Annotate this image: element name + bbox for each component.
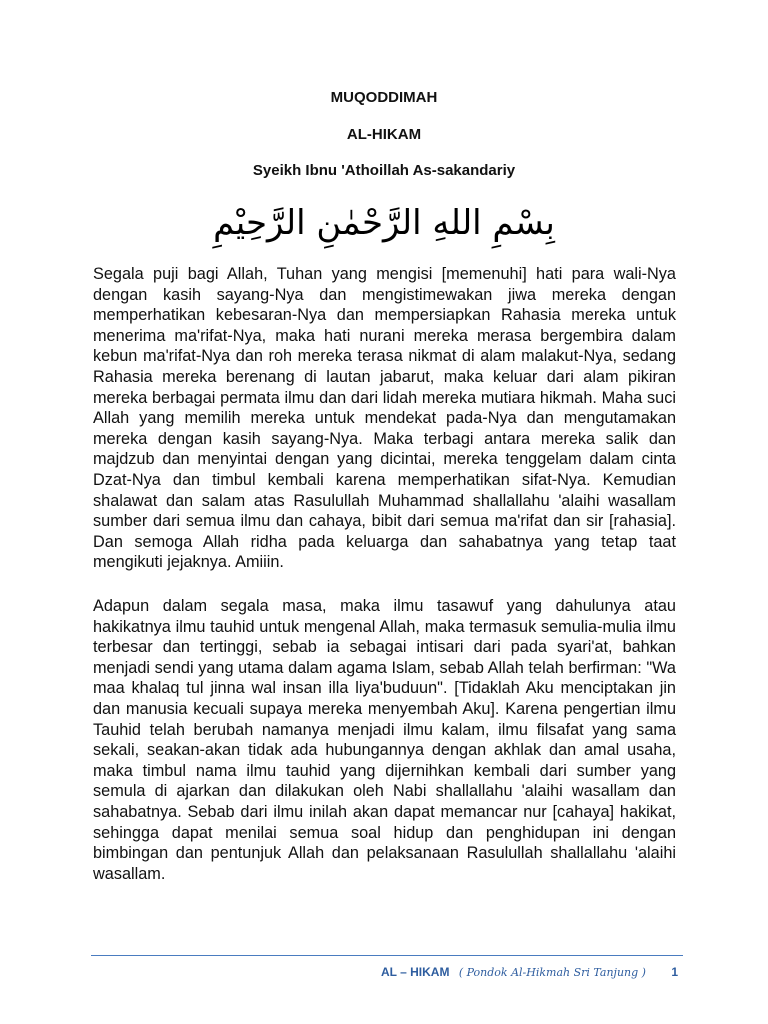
paragraph-opening: Segala puji bagi Allah, Tuhan yang mengisi [memenuhi] hati para wali-Nya dengan kasih sayang-Nya dan mengistimewakan jiwa mereka dengan memperhatikan kebesaran-Nya dan mempersiapkan Rahasia mereka untuk menerima ma'rifat-Nya, maka hati nurani mereka merasa bergembira dalam kebun ma'rifat-Nya dan roh mereka terasa nikmat di alam malakut-Nya, sedang Rahasia mereka berenang di lautan jabarut, maka keluar dari alam pikiran mereka berbagai permata ilmu dan dari lidah mereka mutiara hikmah. Maha suci Allah yang memilih mereka untuk mendekat pada-Nya dan mengutamakan mereka dengan kasih sayang-Nya. Maka terbagi antara mereka salik dan majdzub dan menyintai dengan yang dicintai, mereka tenggelam dalam cinta Dzat-Nya dan timbul kembali karena memperhatikan sifat-Nya. Kemudian shalawat dan salam atas Rasulullah Muhammad shallallahu 'alaihi wasallam sumber dari semua ilmu dan cahaya, bibit dari semua ma'rifat dan sir [rahasia]. Dan semoga Allah ridha pada keluarga dan sahabatnya yang tetap taat mengikuti jejaknya. Amiiin. [93,265,676,572]
author-name: Syeikh Ibnu 'Athoillah As-sakandariy [252,162,516,179]
book-title: AL-HIKAM [346,126,422,143]
footer-brand: AL – HIKAM [381,965,450,979]
paragraph-tasawuf: Adapun dalam segala masa, maka ilmu tasawuf yang dahulunya atau hakikatnya ilmu tauhid untuk mengenal Allah, maka termasuk semulia-mulia ilmu terbesar dan tertinggi, sebab ia sebagai intisari dari pada syari'at, bahkan menjadi sendi yang utama dalam agama Islam, sebab Allah telah berfirman: "Wa maa khalaq tul jinna wal insan illa liya'buduun". [Tidaklah Aku menciptakan jin dan manusia kecuali supaya mereka menyembah Aku]. Karena pengertian ilmu Tauhid telah berubah namanya menjadi ilmu kalam, ilmu filsafat yang sama sekali, seakan-akan tidak ada hubungannya dengan akhlak dan amal usaha, maka timbul nama ilmu tauhid yang dijernihkan kembali dari sumber yang semula di ajarkan dan dilakukan oleh Nabi shallallahu 'alaihi wasallam dan sahabatnya. Sebab dari ilmu inilah akan dapat memancar nur [cahaya] hakikat, sehingga dapat menilai semua soal hidup dan penghidupan ini dengan bimbingan dan pentunjuk Allah dan pelaksanaan Rasulullah shallallahu 'alaihi wasallam. [93,597,676,883]
page-number: 1 [671,965,678,979]
page-footer [381,965,678,979]
footer-subtitle: ( Pondok Al-Hikmah Sri Tanjung ) [458,966,646,979]
basmala-calligraphy: بِسْمِ اللهِ الرَّحْمٰنِ الرَّحِيْمِ [213,203,555,243]
footer-divider [91,955,683,956]
page-title: MUQODDIMAH [330,89,438,106]
